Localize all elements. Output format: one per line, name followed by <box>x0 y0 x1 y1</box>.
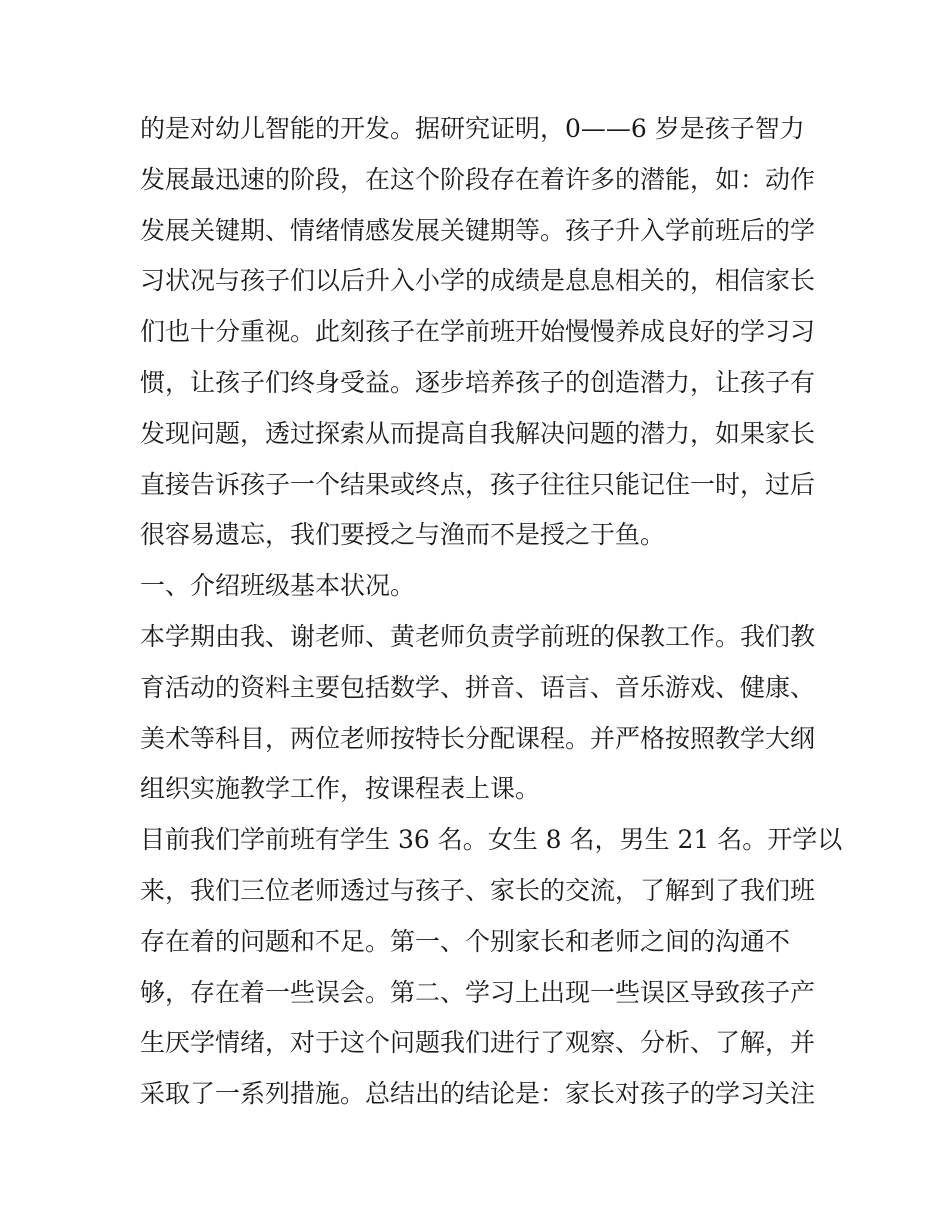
text-line: 发展最迅速的阶段，在这个阶段存在着许多的潜能，如：动作 <box>140 164 816 194</box>
text-line: 本学期由我、谢老师、黄老师负责学前班的保教工作。我们教 <box>140 621 816 651</box>
text-line: 采取了一系列措施。总结出的结论是：家长对孩子的学习关注 <box>140 1079 816 1109</box>
text-line: 够，存在着一些误会。第二、学习上出现一些误区导致孩子产 <box>140 977 816 1007</box>
text-line: 目前我们学前班有学生 36 名。女生 8 名，男生 21 名。开学以 <box>140 825 843 855</box>
text-line: 们也十分重视。此刻孩子在学前班开始慢慢养成良好的学习习 <box>140 317 816 347</box>
text-line: 存在着的问题和不足。第一、个别家长和老师之间的沟通不 <box>140 926 791 956</box>
text-line: 很容易遗忘，我们要授之与渔而不是授之于鱼。 <box>140 520 666 550</box>
text-line: 的是对幼儿智能的开发。据研究证明，0——6 岁是孩子智力 <box>140 114 805 143</box>
text-line: 美术等科目，两位老师按特长分配课程。并严格按照教学大纲 <box>140 723 816 753</box>
section-heading: 一、介绍班级基本状况。 <box>140 571 416 601</box>
text-line: 发现问题，透过探索从而提高自我解决问题的潜力，如果家长 <box>140 418 816 448</box>
text-line: 组织实施教学工作，按课程表上课。 <box>140 774 541 804</box>
text-line: 直接告诉孩子一个结果或终点，孩子往往只能记住一时，过后 <box>140 469 816 499</box>
body-text <box>140 104 843 1120</box>
text-line: 育活动的资料主要包括数学、拼音、语言、音乐游戏、健康、 <box>140 672 816 702</box>
text-line: 来，我们三位老师透过与孩子、家长的交流，了解到了我们班 <box>140 875 816 905</box>
text-line: 发展关键期、情绪情感发展关键期等。孩子升入学前班后的学 <box>140 215 816 245</box>
text-line: 惯，让孩子们终身受益。逐步培养孩子的创造潜力，让孩子有 <box>140 367 816 397</box>
text-line: 生厌学情绪，对于这个问题我们进行了观察、分析、了解，并 <box>140 1028 816 1058</box>
text-line: 习状况与孩子们以后升入小学的成绩是息息相关的，相信家长 <box>140 266 816 296</box>
